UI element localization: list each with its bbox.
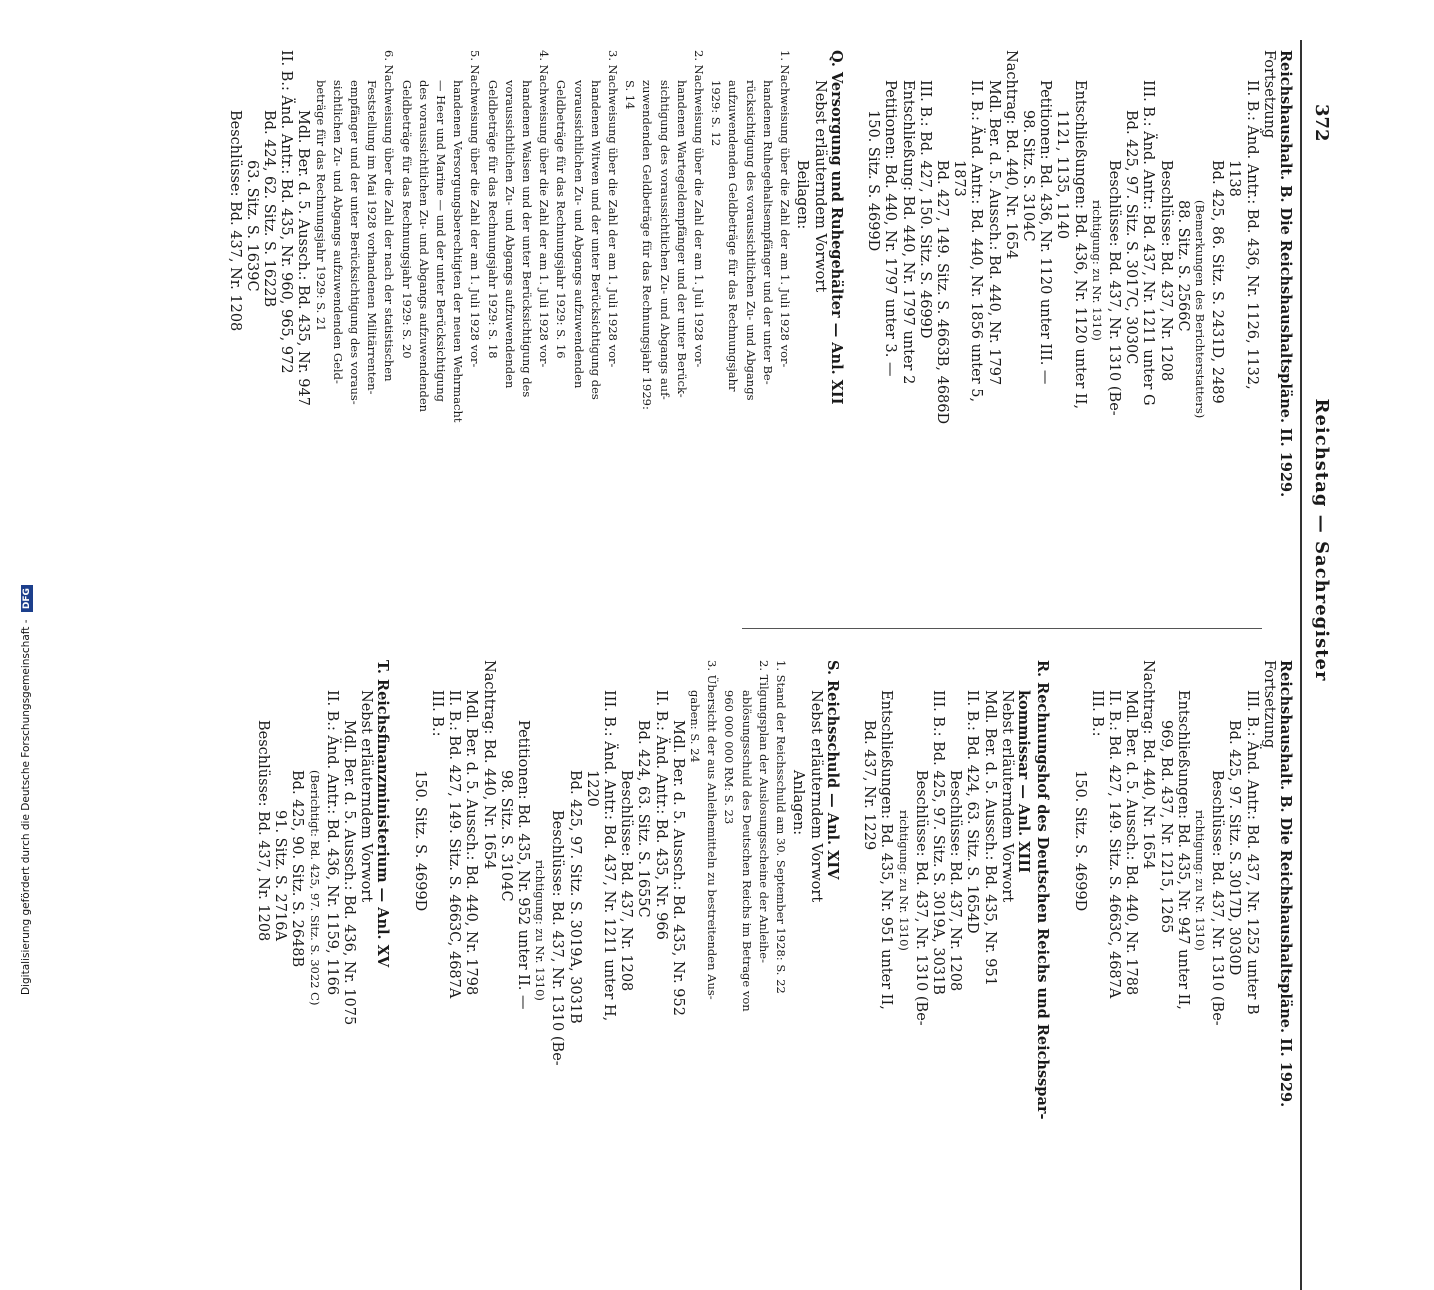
register-line: kommissar — Anl. XIII: [1014, 690, 1032, 873]
register-line: richtigung: zu Nr. 1310): [1089, 200, 1104, 341]
register-line: Bd. 437, Nr. 1229: [861, 720, 878, 851]
register-line: Entschließungen: Bd. 435, Nr. 947 unter II,: [1174, 690, 1191, 1010]
register-line: Beschlüsse: Bd. 437, Nr. 1208: [226, 110, 243, 332]
register-line: 98. Sitz. S. 3104C: [497, 770, 514, 902]
register-line: Beilagen:: [794, 160, 811, 230]
register-line: des voraussichtlichen Zu- und Abgangs aufzuwendenden: [416, 80, 431, 413]
register-line: 3. Übersicht der aus Anleihemitteln zu bestreitenden Aus-: [705, 660, 720, 1000]
register-line: II. B.: Änd. Antr.: Bd. 436, Nr. 1159, 1166: [323, 690, 340, 996]
register-line: Entschließungen: Bd. 436, Nr. 1120 unter II,: [1071, 80, 1088, 410]
register-line: Bd. 425, 97. Sitz. S. 3017D, 3030D: [1226, 720, 1243, 976]
register-line: Nebst erläuterndem Vorwort: [807, 690, 824, 903]
register-line: [847, 50, 864, 665]
register-line: III. B.: Bd. 427, 150. Sitz. S. 4699D: [916, 80, 933, 339]
register-line: Nachtrag: Bd. 440, Nr. 1654: [1140, 660, 1157, 870]
register-line: 63. Sitz. S. 1639C: [243, 160, 260, 292]
register-line: II. B.: Bd. 427, 149. Sitz. S. 4663C, 4687A: [446, 690, 463, 999]
register-line: Geldbeträge für das Rechnungsjahr 1929: S. 18: [485, 80, 500, 359]
register-line: 88. Sitz. S. 2566C: [1174, 200, 1191, 332]
right-column: [255, 660, 1294, 1275]
register-line: 98. Sitz. S. 3104C: [1019, 110, 1036, 242]
register-line: Fortsetzung: [1260, 50, 1277, 139]
column-divider: [742, 628, 1262, 629]
register-line: [843, 660, 860, 1275]
register-line: Bd. 424, 63. Sitz. S. 1655C: [635, 720, 652, 918]
register-line: Beschlüsse: Bd. 437, Nr. 1208: [618, 770, 635, 992]
register-line: handenen Versorgungsberechtigten der neuen Wehrmacht: [451, 80, 466, 423]
register-line: handenen Waisen und der unter Berücksichtigung des: [520, 80, 535, 398]
register-line: 1220: [583, 770, 600, 807]
register-line: 4. Nachweisung über die Zahl der am 1. Juli 1928 vor-: [537, 50, 552, 368]
register-line: voraussichtlichen Zu- und Abgangs aufzuwendenden: [571, 80, 586, 389]
register-line: handenen Witwen und der unter Berücksichtigung des: [588, 80, 603, 400]
register-line: Mdl. Ber. d. 5. Aussch.: Bd. 435, Nr. 947: [295, 110, 312, 406]
register-line: 150. Sitz. S. 4699D: [865, 110, 882, 252]
register-line: Beschlüsse: Bd. 437, Nr. 1208: [255, 720, 272, 942]
page-header: [1306, 40, 1332, 960]
register-line: II. B.: Bd. 424, 63. Sitz. S. 1654D: [964, 690, 981, 934]
footer-text: Digitalisierung gefördert durch die Deutsche Forschungsgemeinschaft -: [20, 619, 32, 995]
register-line: (Bemerkungen des Berichterstatters): [1192, 200, 1207, 419]
register-line: [393, 660, 410, 1275]
register-line: Reichshaushalt. B. Die Reichshaushaltspläne. II. 1929.: [1277, 50, 1294, 498]
register-line: 1121, 1135, 1140: [1054, 110, 1071, 240]
register-line: beträge für das Rechnungsjahr 1929: S. 21: [313, 80, 328, 332]
register-line: Entschließung: Bd. 440, Nr. 1797 unter 2: [899, 80, 916, 385]
register-line: rücksichtigung des voraussichtlichen Zu- und Abgangs: [743, 80, 758, 401]
register-line: Nebst erläuterndem Vorwort: [998, 690, 1015, 903]
document-page: [52, 0, 1352, 1120]
register-line: Feststellung im Mai 1928 vorhandenen Militärrenten-: [365, 80, 380, 395]
register-line: Bd. 427, 149. Sitz. S. 4663B, 4686D: [933, 160, 950, 425]
register-line: 150. Sitz. S. 4699D: [411, 770, 428, 912]
register-line: Mdl. Ber. d. 5. Aussch.: Bd. 436, Nr. 1075: [341, 720, 358, 1026]
register-line: 91. Sitz. S. 2716A: [272, 810, 289, 941]
register-line: 5. Nachweisung über die Zahl der am 1. Juli 1928 vor-: [468, 50, 483, 368]
register-line: Nachtrag: Bd. 440, Nr. 1654: [480, 660, 497, 870]
register-line: Reichshaushalt. B. Die Reichshaushaltspläne. II. 1929.: [1277, 660, 1294, 1108]
register-line: 960 000 000 RM: S. 23: [722, 690, 737, 825]
register-line: 969, Bd. 437, Nr. 1215, 1265: [1157, 720, 1174, 934]
register-line: Bd. 425, 90. Sitz. S. 2648B: [289, 770, 306, 968]
register-line: Beschlüsse: Bd. 437, Nr. 1310 (Be-: [1105, 160, 1122, 416]
left-column: [226, 50, 1294, 665]
register-line: Bd. 425, 86. Sitz. S. 2431D, 2489: [1209, 160, 1226, 404]
register-line: Mdl. Ber. d. 5. Aussch.: Bd. 435, Nr. 952: [669, 720, 686, 1016]
register-line: II. B.: Änd. Antr.: Bd. 436, Nr. 1126, 1132,: [1243, 80, 1260, 390]
register-line: Mdl. Ber. d. 5. Aussch.: Bd. 440, Nr. 1788: [1123, 690, 1140, 996]
register-line: richtigung: zu Nr. 1310): [896, 810, 911, 951]
register-line: III. B.:: [429, 690, 446, 737]
dfg-logo: DFG: [21, 585, 33, 612]
register-line: Q. Versorgung und Ruhegehälter — Anl. XII: [827, 50, 845, 405]
register-line: II. B.: Bd. 427, 149. Sitz. S. 4663C, 4687A: [1105, 690, 1122, 999]
register-line: voraussichtlichen Zu- und Abgangs aufzuwendenden: [502, 80, 517, 389]
register-line: Bd. 424, 62. Sitz. S. 1622B: [261, 110, 278, 308]
register-line: Petitionen: Bd. 436, Nr. 1120 unter III. —: [1037, 80, 1054, 385]
register-line: Nachtrag: Bd. 440, Nr. 1654: [1002, 50, 1019, 260]
register-line: Mdl. Ber. d. 5. Aussch.: Bd. 440, Nr. 1797: [985, 80, 1002, 386]
register-line: Entschließungen: Bd. 435, Nr. 951 unter II,: [878, 690, 895, 1010]
register-line: III. B.: Bd. 425, 97. Sitz. S. 3019A, 3031B: [929, 690, 946, 995]
register-line: gaben: S. 24: [688, 690, 703, 763]
register-line: S. 14: [623, 80, 638, 110]
register-line: S. Reichsschuld — Anl. XIV: [823, 660, 841, 880]
register-line: 2. Tilgungsplan der Auslosungsscheine der Anleihe-: [756, 660, 771, 963]
register-line: III. B.:: [1088, 690, 1105, 737]
register-line: zuwendenden Geldbeträge für das Rechnungsjahr 1929:: [640, 80, 655, 410]
register-line: richtigung: zu Nr. 1310): [1192, 810, 1207, 951]
register-line: 3. Nachweisung über die Zahl der am 1. Juli 1928 vor-: [606, 50, 621, 368]
register-line: Bd. 425, 97. Sitz. S. 3019A, 3031B: [566, 770, 583, 1024]
register-line: handenen Ruhegehaltsempfänger und der unter Be-: [760, 80, 775, 385]
register-line: Bd. 425, 97. Sitz. S. 3017C, 3030C: [1123, 110, 1140, 365]
page-title: Reichstag — Sachregister: [1311, 398, 1332, 682]
register-line: Petitionen: Bd. 440, Nr. 1797 unter 3. —: [882, 80, 899, 377]
register-line: Beschlüsse: Bd. 437, Nr. 1310 (Be-: [1209, 770, 1226, 1026]
register-line: handenen Wartegeldempfänger und der unter Berück-: [674, 80, 689, 398]
register-line: ablösungsschuld des Deutschen Reichs im Betrage von: [739, 690, 754, 1012]
register-line: sichtigung des voraussichtlichen Zu- und Abgangs auf-: [657, 80, 672, 400]
register-line: (Berichtigt: Bd. 425, 97. Sitz. S. 3022 C): [307, 770, 322, 1006]
register-line: II. B.: Änd. Antr.: Bd. 440, Nr. 1856 unter 5,: [968, 80, 985, 403]
register-line: aufzuwendenden Geldbeträge für das Rechnungsjahr: [726, 80, 741, 392]
register-line: T. Reichsfinanzministerium — Anl. XV: [374, 660, 392, 968]
register-line: Beschlüsse: Bd. 437, Nr. 1310 (Be-: [912, 770, 929, 1026]
footer-credit: [20, 0, 40, 995]
register-line: III. B.: Änd. Antr.: Bd. 437, Nr. 1252 unter B: [1243, 690, 1260, 1015]
register-line: 6. Nachweisung über die Zahl der nach der statistischen: [382, 50, 397, 382]
register-line: 1873: [951, 160, 968, 197]
register-line: Petitionen: Bd. 435, Nr. 952 unter II. —: [515, 720, 532, 1010]
register-line: 1138: [1226, 160, 1243, 197]
register-line: II. B.: Änd. Antr.: Bd. 435, Nr. 966: [652, 690, 669, 940]
register-line: III. B.: Änd. Antr.: Bd. 437, Nr. 1211 unter H,: [601, 690, 618, 1022]
page-number: 372: [1311, 104, 1332, 142]
register-line: [1053, 660, 1070, 1275]
register-line: Nebst erläuterndem Vorwort: [358, 690, 375, 903]
register-line: Beschlüsse: Bd. 437, Nr. 1208: [1157, 160, 1174, 382]
register-line: Mdl. Ber. d. 5. Aussch.: Bd. 435, Nr. 951: [981, 690, 998, 986]
register-line: Geldbeträge für das Rechnungsjahr 1929: S. 16: [554, 80, 569, 359]
register-line: III. B.: Änd. Antr.: Bd. 437, Nr. 1211 unter G: [1140, 80, 1157, 406]
register-line: 150. Sitz. S. 4699D: [1071, 770, 1088, 912]
register-line: sichtlichen Zu- und Abgangs aufzuwendenden Geld-: [330, 80, 345, 384]
register-line: Geldbeträge für das Rechnungsjahr 1929: S. 20: [399, 80, 414, 359]
register-line: 1. Stand der Reichsschuld am 30. September 1928: S. 22: [774, 660, 789, 994]
register-line: Nebst erläuterndem Vorwort: [811, 80, 828, 293]
register-line: Beschlüsse: Bd. 437, Nr. 1310 (Be-: [549, 810, 566, 1066]
register-line: Anlagen:: [790, 770, 807, 836]
register-line: 1. Nachweisung über die Zahl der am 1. Juli 1928 vor-: [778, 50, 793, 368]
header-rule: [1300, 40, 1302, 1290]
register-line: Mdl. Ber. d. 5. Aussch.: Bd. 440, Nr. 1798: [463, 690, 480, 996]
register-line: Beschlüsse: Bd. 437, Nr. 1208: [947, 770, 964, 992]
register-line: 1929: S. 12: [709, 80, 724, 147]
register-line: II. B.: Änd. Antr.: Bd. 435, Nr. 960, 965, 972: [278, 50, 295, 374]
register-line: — Heer und Marine — und der unter Berücksichtigung: [434, 80, 449, 402]
register-line: empfänger und der unter Berücksichtigung des voraus-: [348, 80, 363, 405]
register-line: Fortsetzung: [1260, 660, 1277, 749]
register-line: R. Rechnungshof des Deutschen Reichs und Reichsspar-: [1034, 660, 1052, 1120]
register-line: 2. Nachweisung über die Zahl der am 1. Juli 1928 vor-: [692, 50, 707, 368]
register-line: richtigung: zu Nr. 1310): [533, 860, 548, 1001]
